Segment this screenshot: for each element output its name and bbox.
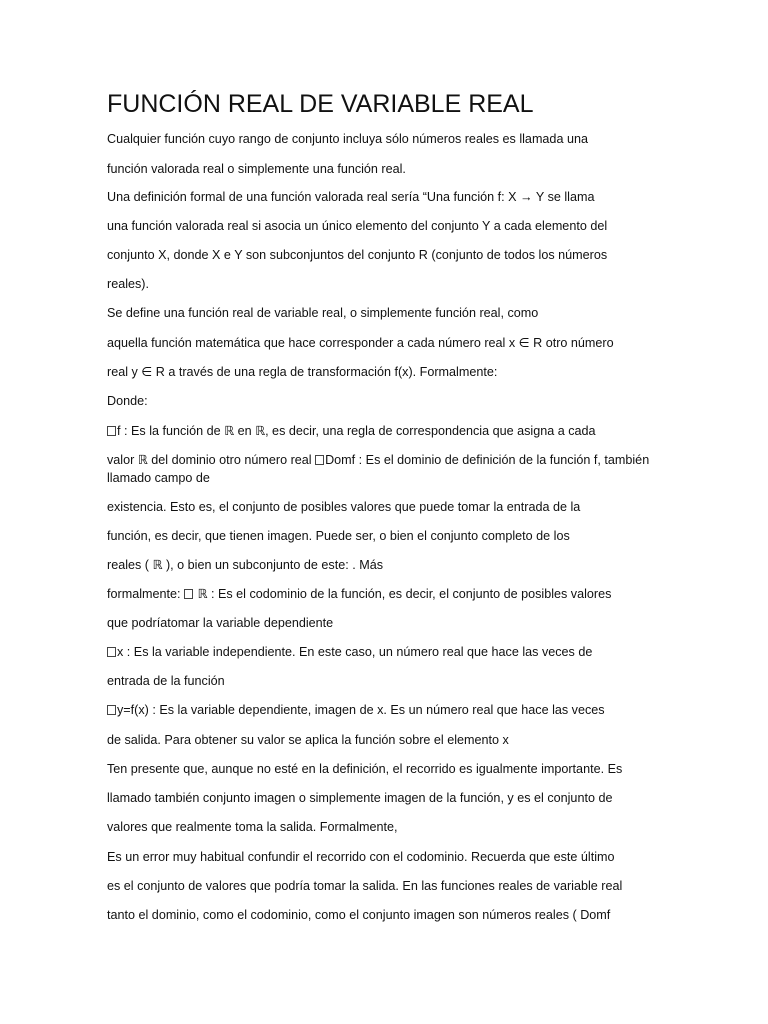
text-line-28: tanto el dominio, como el codominio, como el conjunto imagen son números reales ( Domf: [107, 908, 611, 922]
text-line-24: llamado también conjunto imagen o simplemente imagen de la función, y es el conjunto de: [107, 791, 613, 805]
text-line-23: Ten presente que, aunque no esté en la definición, el recorrido es igualmente importante. Es: [107, 762, 623, 776]
missing-glyph-icon: [107, 705, 116, 715]
text-line-11: [107, 423, 596, 438]
text-line-20: entrada de la función: [107, 674, 225, 688]
missing-glyph-icon: [315, 455, 324, 465]
text-line-17: [107, 586, 611, 601]
text-line-27: es el conjunto de valores que podría tomar la salida. En las funciones reales de variable real: [107, 879, 623, 893]
text-line-5: conjunto X, donde X e Y son subconjuntos del conjunto R (conjunto de todos los números: [107, 248, 608, 262]
text-line-6: reales).: [107, 277, 149, 291]
text-line-13: llamado campo de: [107, 471, 210, 485]
missing-glyph-icon: [184, 589, 193, 599]
text-segment: formalmente:: [107, 587, 181, 601]
text-line-12: [107, 452, 649, 467]
text-line-9: real y ∈ R a través de una regla de transformación f(x). Formalmente:: [107, 365, 498, 379]
text-line-25: valores que realmente toma la salida. Formalmente,: [107, 820, 398, 834]
text-line-4: una función valorada real si asocia un único elemento del conjunto Y a cada elemento del: [107, 219, 608, 233]
text-segment: valor ℝ del dominio otro número real: [107, 453, 312, 467]
missing-glyph-icon: [107, 647, 116, 657]
text-line-7: Se define una función real de variable real, o simplemente función real, como: [107, 306, 539, 320]
text-line-22: de salida. Para obtener su valor se aplica la función sobre el elemento x: [107, 733, 509, 747]
text-line-19: [107, 645, 592, 659]
text-line-21: [107, 703, 605, 717]
text-line-14: existencia. Esto es, el conjunto de posibles valores que puede tomar la entrada de la: [107, 500, 581, 514]
text-line-26: Es un error muy habitual confundir el recorrido con el codominio. Recuerda que este último: [107, 850, 615, 864]
text-segment: ℝ : Es el codominio de la función, es decir, el conjunto de posibles valores: [197, 587, 612, 601]
text-line-2: función valorada real o simplemente una función real.: [107, 162, 406, 176]
page-title: FUNCIÓN REAL DE VARIABLE REAL: [107, 90, 534, 118]
missing-glyph-icon: [107, 426, 116, 436]
text-segment: x : Es la variable independiente. En este caso, un número real que hace las veces de: [117, 645, 593, 659]
text-segment: f : Es la función de ℝ en ℝ, es decir, una regla de correspondencia que asigna a cada: [117, 424, 596, 438]
text-line-8: aquella función matemática que hace corresponder a cada número real x ∈ R otro número: [107, 336, 614, 350]
text-line-18: que podríatomar la variable dependiente: [107, 616, 334, 630]
text-line-15: función, es decir, que tienen imagen. Puede ser, o bien el conjunto completo de los: [107, 529, 570, 543]
text-line-3: Una definición formal de una función valorada real sería “Una función f: X → Y se llama: [107, 190, 595, 204]
text-line-10: Donde:: [107, 394, 148, 408]
text-line-1: Cualquier función cuyo rango de conjunto incluya sólo números reales es llamada una: [107, 132, 588, 146]
text-line-16: reales ( ℝ ), o bien un subconjunto de este: . Más: [107, 558, 383, 572]
text-segment: y=f(x) : Es la variable dependiente, imagen de x. Es un número real que hace las veces: [117, 703, 605, 717]
text-segment: Domf : Es el dominio de definición de la función f, también: [325, 453, 650, 467]
